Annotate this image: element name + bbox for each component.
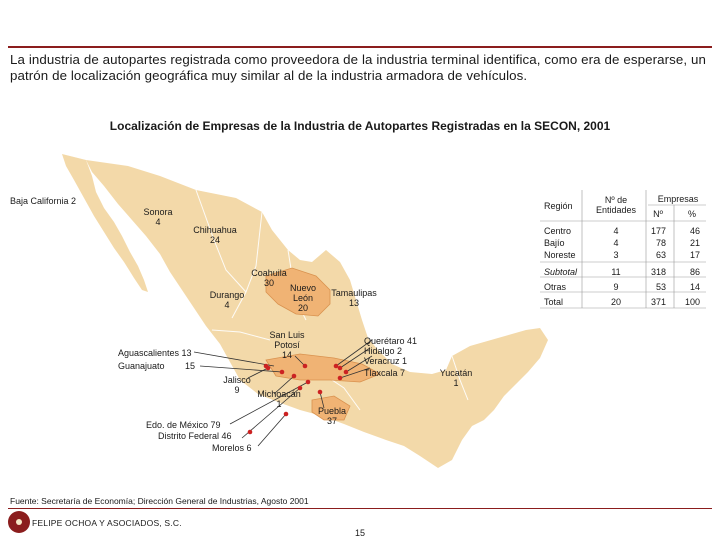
label-guanajuato-value: 15 xyxy=(185,361,196,371)
table-header-region: Región xyxy=(544,201,573,211)
table-total-entidades: 20 xyxy=(610,297,621,307)
label-morelos: Morelos 6 xyxy=(212,443,252,453)
table-row-region: Noreste xyxy=(544,250,576,260)
table-row-n: 78 xyxy=(655,238,666,248)
label-puebla: Puebla 37 xyxy=(317,406,347,426)
table-row-region: Centro xyxy=(544,226,572,236)
table-subtotal-n: 318 xyxy=(650,267,666,277)
label-coahuila: Coahuila 30 xyxy=(251,268,287,288)
table-row-pct: 17 xyxy=(689,250,700,260)
label-yucatan: Yucatán 1 xyxy=(439,368,473,388)
table-row-pct: 21 xyxy=(689,238,700,248)
label-baja-california: Baja California 2 xyxy=(10,196,77,206)
label-hidalgo: Hidalgo 2 xyxy=(364,346,403,356)
intro-paragraph: La industria de autopartes registrada como proveedora de la industria terminal identifica, como era de esperarse, un patrón de localización geográfica muy similar al de la industria armadora de vehículos. xyxy=(10,52,706,83)
label-chihuahua: Chihuahua 24 xyxy=(193,225,237,245)
table-subtotal-region: Subtotal xyxy=(544,267,578,277)
table-row-entidades: 4 xyxy=(613,238,619,248)
label-michoacan: Michoacán 1 xyxy=(257,389,301,409)
label-aguascalientes: Aguascalientes 13 xyxy=(118,348,192,358)
company-logo-icon xyxy=(8,511,30,533)
table-header-n: Nº xyxy=(653,209,663,219)
table-otras-entidades: 9 xyxy=(613,282,619,292)
label-edo-mexico: Edo. de México 79 xyxy=(146,420,221,430)
footer-rule xyxy=(8,508,712,509)
label-tlaxcala: Tlaxcala 7 xyxy=(364,368,406,378)
table-row-n: 177 xyxy=(650,226,666,236)
label-durango: Durango 4 xyxy=(209,290,245,310)
table-otras-n: 53 xyxy=(655,282,666,292)
label-distrito-federal: Distrito Federal 46 xyxy=(158,431,232,441)
table-subtotal-entidades: 11 xyxy=(611,267,621,277)
page-number: 15 xyxy=(355,528,366,538)
label-guanajuato: Guanajuato xyxy=(118,361,165,371)
table-header-entidades: Nº de Entidades xyxy=(595,195,637,215)
map-title: Localización de Empresas de la Industria de Autopartes Registradas en la SECON, 2001 xyxy=(109,119,611,133)
label-san-luis-potosi: San Luis Potosí 14 xyxy=(269,330,305,360)
table-total-region: Total xyxy=(544,297,564,307)
table-total-pct: 100 xyxy=(684,297,700,307)
table-subtotal-pct: 86 xyxy=(689,267,700,277)
label-tamaulipas: Tamaulipas 13 xyxy=(331,288,377,308)
table-header-pct: % xyxy=(687,209,696,219)
label-veracruz: Veracruz 1 xyxy=(364,356,408,366)
company-name: FELIPE OCHOA Y ASOCIADOS, S.C. xyxy=(32,518,182,528)
table-row-entidades: 3 xyxy=(613,250,619,260)
source-note: Fuente: Secretaría de Economía; Dirección General de Industrias, Agosto 2001 xyxy=(10,496,309,506)
table-header-empresas: Empresas xyxy=(657,194,699,204)
table-otras-region: Otras xyxy=(544,282,567,292)
label-sonora: Sonora 4 xyxy=(143,207,173,227)
table-total-n: 371 xyxy=(650,297,666,307)
table-otras-pct: 14 xyxy=(689,282,700,292)
label-queretaro: Querétaro 41 xyxy=(364,336,418,346)
label-nuevo-leon: Nuevo León 20 xyxy=(289,283,316,313)
table-row-n: 63 xyxy=(655,250,666,260)
table-row-region: Bajío xyxy=(544,238,565,248)
table-row-entidades: 4 xyxy=(613,226,619,236)
label-jalisco: Jalisco 9 xyxy=(223,375,251,395)
table-row-pct: 46 xyxy=(689,226,700,236)
